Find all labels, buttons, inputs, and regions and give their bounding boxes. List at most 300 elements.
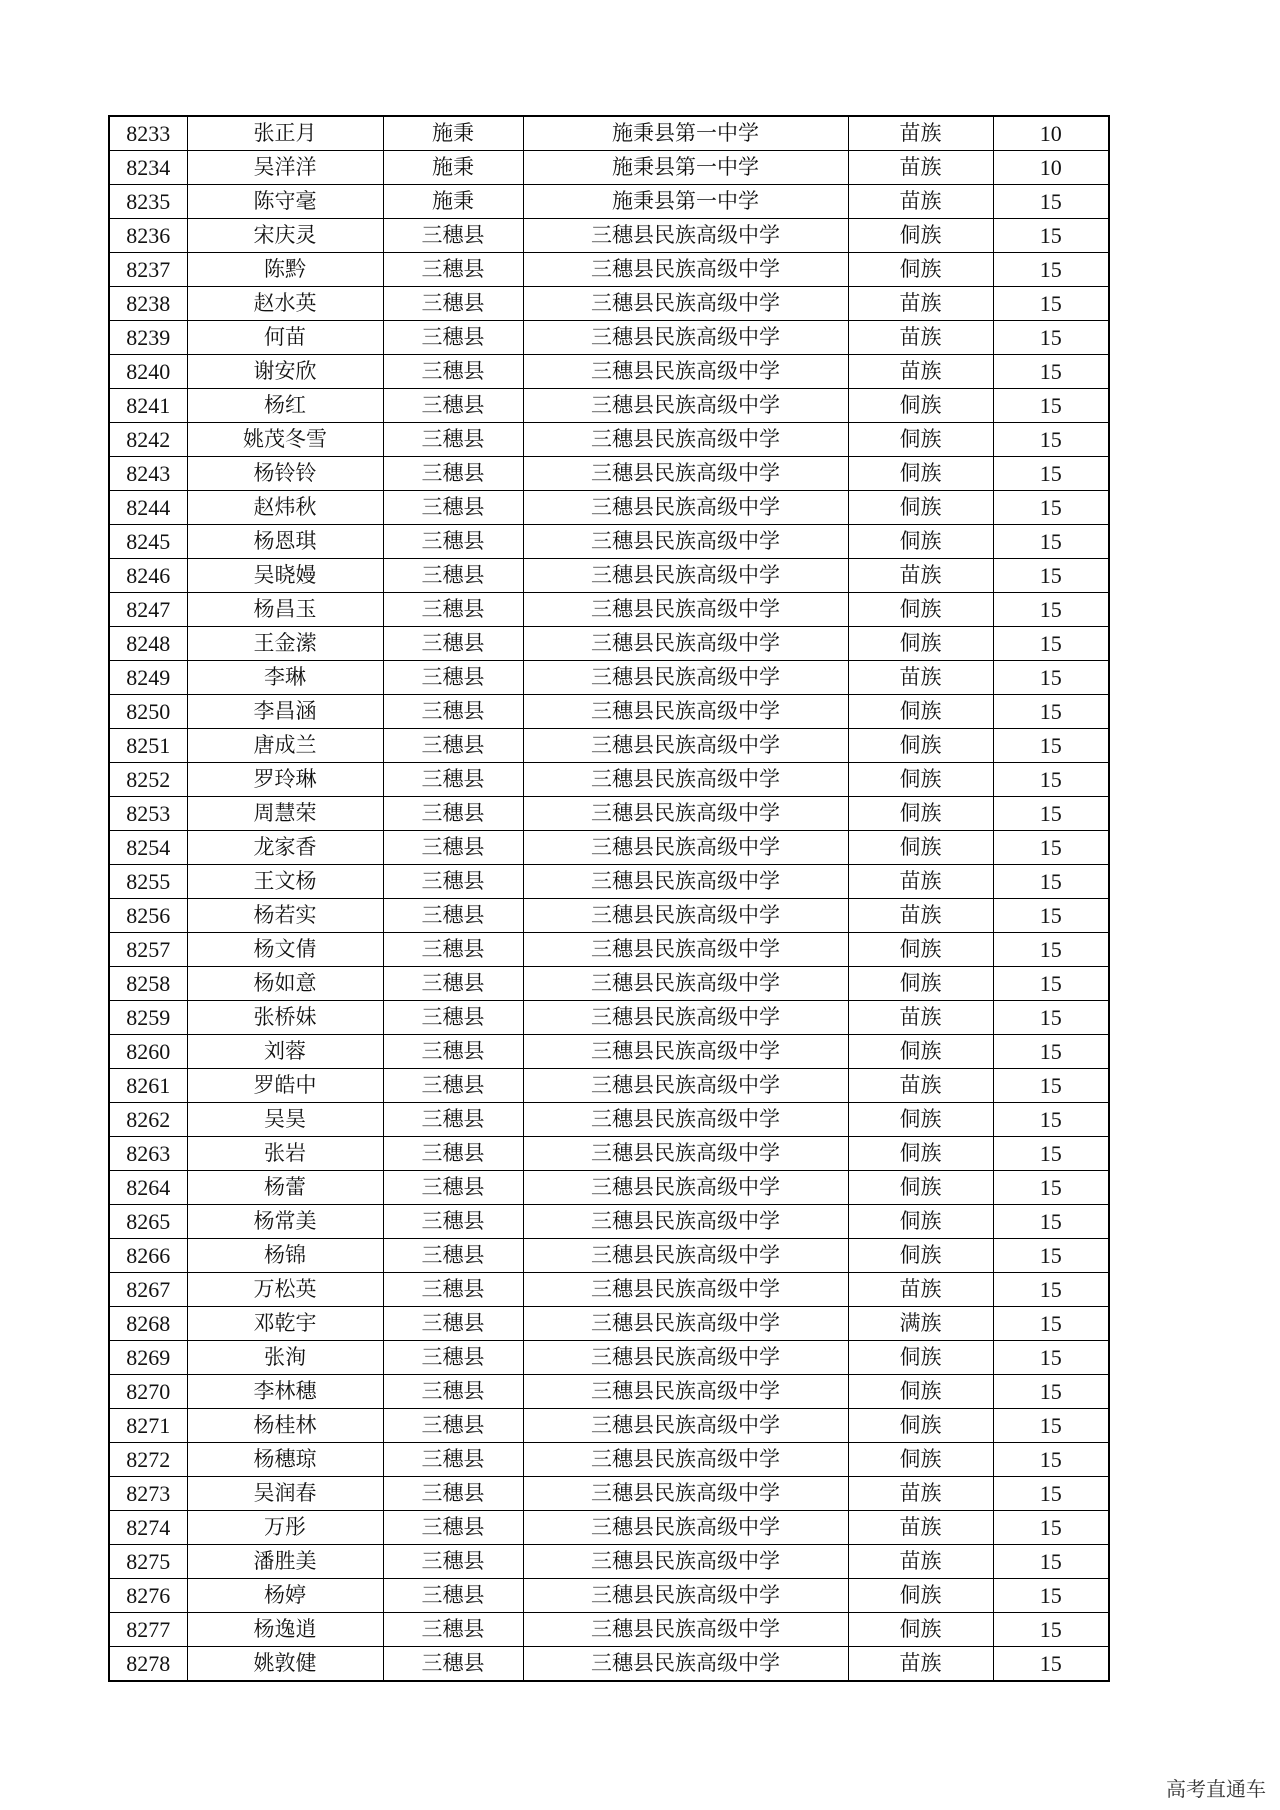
points-cell: 15 [993, 967, 1109, 1001]
school-cell: 三穗县民族高级中学 [523, 1545, 848, 1579]
ethnicity-cell: 侗族 [848, 1171, 993, 1205]
school-cell: 三穗县民族高级中学 [523, 559, 848, 593]
school-cell: 三穗县民族高级中学 [523, 1477, 848, 1511]
points-cell: 15 [993, 253, 1109, 287]
school-cell: 三穗县民族高级中学 [523, 797, 848, 831]
name-cell: 罗玲琳 [187, 763, 383, 797]
points-cell: 15 [993, 1001, 1109, 1035]
name-cell: 潘胜美 [187, 1545, 383, 1579]
school-cell: 三穗县民族高级中学 [523, 933, 848, 967]
ethnicity-cell: 苗族 [848, 1069, 993, 1103]
table-row [109, 933, 1109, 967]
name-cell: 李琳 [187, 661, 383, 695]
county-cell: 三穗县 [383, 1511, 523, 1545]
school-cell: 三穗县民族高级中学 [523, 1001, 848, 1035]
county-cell: 三穗县 [383, 831, 523, 865]
school-cell: 三穗县民族高级中学 [523, 695, 848, 729]
row-number-cell: 8250 [109, 695, 187, 729]
school-cell: 三穗县民族高级中学 [523, 423, 848, 457]
ethnicity-cell: 苗族 [848, 1477, 993, 1511]
ethnicity-cell: 侗族 [848, 627, 993, 661]
table-row [109, 116, 1109, 151]
row-number-cell: 8245 [109, 525, 187, 559]
county-cell: 三穗县 [383, 1035, 523, 1069]
points-cell: 15 [993, 695, 1109, 729]
school-cell: 三穗县民族高级中学 [523, 491, 848, 525]
points-cell: 15 [993, 627, 1109, 661]
table-row [109, 1137, 1109, 1171]
school-cell: 施秉县第一中学 [523, 151, 848, 185]
school-cell: 三穗县民族高级中学 [523, 729, 848, 763]
name-cell: 杨逸逍 [187, 1613, 383, 1647]
points-cell: 15 [993, 1171, 1109, 1205]
table-row [109, 321, 1109, 355]
name-cell: 赵炜秋 [187, 491, 383, 525]
ethnicity-cell: 侗族 [848, 1409, 993, 1443]
ethnicity-cell: 侗族 [848, 253, 993, 287]
points-cell: 15 [993, 831, 1109, 865]
points-cell: 15 [993, 899, 1109, 933]
school-cell: 三穗县民族高级中学 [523, 321, 848, 355]
row-number-cell: 8236 [109, 219, 187, 253]
ethnicity-cell: 侗族 [848, 831, 993, 865]
ethnicity-cell: 苗族 [848, 1001, 993, 1035]
ethnicity-cell: 苗族 [848, 116, 993, 151]
school-cell: 三穗县民族高级中学 [523, 831, 848, 865]
county-cell: 三穗县 [383, 729, 523, 763]
ethnicity-cell: 苗族 [848, 661, 993, 695]
name-cell: 姚茂冬雪 [187, 423, 383, 457]
county-cell: 三穗县 [383, 253, 523, 287]
row-number-cell: 8243 [109, 457, 187, 491]
table-row [109, 1579, 1109, 1613]
row-number-cell: 8252 [109, 763, 187, 797]
school-cell: 三穗县民族高级中学 [523, 967, 848, 1001]
county-cell: 三穗县 [383, 933, 523, 967]
points-cell: 15 [993, 1239, 1109, 1273]
table-row [109, 423, 1109, 457]
county-cell: 三穗县 [383, 661, 523, 695]
table-row [109, 287, 1109, 321]
points-cell: 15 [993, 933, 1109, 967]
name-cell: 杨若实 [187, 899, 383, 933]
county-cell: 三穗县 [383, 1477, 523, 1511]
points-cell: 15 [993, 525, 1109, 559]
points-cell: 15 [993, 1647, 1109, 1682]
county-cell: 三穗县 [383, 1647, 523, 1682]
name-cell: 李林穗 [187, 1375, 383, 1409]
row-number-cell: 8271 [109, 1409, 187, 1443]
ethnicity-cell: 侗族 [848, 593, 993, 627]
county-cell: 三穗县 [383, 1103, 523, 1137]
school-cell: 三穗县民族高级中学 [523, 763, 848, 797]
points-cell: 15 [993, 763, 1109, 797]
county-cell: 三穗县 [383, 355, 523, 389]
row-number-cell: 8267 [109, 1273, 187, 1307]
ethnicity-cell: 苗族 [848, 865, 993, 899]
name-cell: 杨铃铃 [187, 457, 383, 491]
points-cell: 15 [993, 797, 1109, 831]
school-cell: 三穗县民族高级中学 [523, 865, 848, 899]
ethnicity-cell: 侗族 [848, 729, 993, 763]
table-row [109, 1409, 1109, 1443]
row-number-cell: 8241 [109, 389, 187, 423]
school-cell: 三穗县民族高级中学 [523, 899, 848, 933]
row-number-cell: 8275 [109, 1545, 187, 1579]
watermark-text: 高考直通车 [1166, 1777, 1266, 1801]
row-number-cell: 8242 [109, 423, 187, 457]
points-cell: 15 [993, 593, 1109, 627]
county-cell: 三穗县 [383, 321, 523, 355]
name-cell: 宋庆灵 [187, 219, 383, 253]
points-cell: 15 [993, 1307, 1109, 1341]
row-number-cell: 8259 [109, 1001, 187, 1035]
name-cell: 王文杨 [187, 865, 383, 899]
table-body [109, 116, 1109, 1681]
county-cell: 三穗县 [383, 559, 523, 593]
ethnicity-cell: 侗族 [848, 1579, 993, 1613]
table-row [109, 967, 1109, 1001]
county-cell: 三穗县 [383, 763, 523, 797]
row-number-cell: 8270 [109, 1375, 187, 1409]
row-number-cell: 8251 [109, 729, 187, 763]
table-row [109, 389, 1109, 423]
points-cell: 15 [993, 389, 1109, 423]
name-cell: 张洵 [187, 1341, 383, 1375]
row-number-cell: 8239 [109, 321, 187, 355]
table-row [109, 1341, 1109, 1375]
county-cell: 三穗县 [383, 1545, 523, 1579]
ethnicity-cell: 苗族 [848, 899, 993, 933]
points-cell: 15 [993, 865, 1109, 899]
table-row [109, 1375, 1109, 1409]
school-cell: 三穗县民族高级中学 [523, 1613, 848, 1647]
ethnicity-cell: 侗族 [848, 491, 993, 525]
school-cell: 三穗县民族高级中学 [523, 1103, 848, 1137]
ethnicity-cell: 侗族 [848, 1103, 993, 1137]
row-number-cell: 8256 [109, 899, 187, 933]
school-cell: 三穗县民族高级中学 [523, 1375, 848, 1409]
county-cell: 三穗县 [383, 797, 523, 831]
name-cell: 杨蕾 [187, 1171, 383, 1205]
county-cell: 三穗县 [383, 1205, 523, 1239]
name-cell: 龙家香 [187, 831, 383, 865]
name-cell: 杨文倩 [187, 933, 383, 967]
row-number-cell: 8274 [109, 1511, 187, 1545]
table-row [109, 627, 1109, 661]
name-cell: 邓乾宇 [187, 1307, 383, 1341]
ethnicity-cell: 侗族 [848, 763, 993, 797]
name-cell: 杨锦 [187, 1239, 383, 1273]
table-row [109, 1545, 1109, 1579]
ethnicity-cell: 侗族 [848, 695, 993, 729]
school-cell: 三穗县民族高级中学 [523, 661, 848, 695]
row-number-cell: 8248 [109, 627, 187, 661]
name-cell: 杨穗琼 [187, 1443, 383, 1477]
ethnicity-cell: 侗族 [848, 967, 993, 1001]
table-row [109, 1205, 1109, 1239]
row-number-cell: 8276 [109, 1579, 187, 1613]
row-number-cell: 8260 [109, 1035, 187, 1069]
table-row [109, 1443, 1109, 1477]
school-cell: 三穗县民族高级中学 [523, 457, 848, 491]
county-cell: 三穗县 [383, 287, 523, 321]
row-number-cell: 8258 [109, 967, 187, 1001]
table-row [109, 1035, 1109, 1069]
ethnicity-cell: 侗族 [848, 933, 993, 967]
table-row [109, 1171, 1109, 1205]
name-cell: 张桥妹 [187, 1001, 383, 1035]
row-number-cell: 8264 [109, 1171, 187, 1205]
points-cell: 15 [993, 491, 1109, 525]
name-cell: 杨桂林 [187, 1409, 383, 1443]
name-cell: 杨常美 [187, 1205, 383, 1239]
table-row [109, 525, 1109, 559]
ethnicity-cell: 侗族 [848, 1341, 993, 1375]
points-cell: 10 [993, 116, 1109, 151]
table-row [109, 185, 1109, 219]
school-cell: 三穗县民族高级中学 [523, 1409, 848, 1443]
ethnicity-cell: 侗族 [848, 1205, 993, 1239]
row-number-cell: 8247 [109, 593, 187, 627]
school-cell: 三穗县民族高级中学 [523, 1069, 848, 1103]
points-cell: 15 [993, 559, 1109, 593]
row-number-cell: 8254 [109, 831, 187, 865]
name-cell: 李昌涵 [187, 695, 383, 729]
row-number-cell: 8278 [109, 1647, 187, 1682]
points-cell: 15 [993, 1545, 1109, 1579]
points-cell: 15 [993, 1137, 1109, 1171]
ethnicity-cell: 苗族 [848, 1511, 993, 1545]
row-number-cell: 8262 [109, 1103, 187, 1137]
ethnicity-cell: 苗族 [848, 321, 993, 355]
row-number-cell: 8238 [109, 287, 187, 321]
name-cell: 何苗 [187, 321, 383, 355]
ethnicity-cell: 侗族 [848, 457, 993, 491]
row-number-cell: 8273 [109, 1477, 187, 1511]
school-cell: 三穗县民族高级中学 [523, 1171, 848, 1205]
school-cell: 三穗县民族高级中学 [523, 253, 848, 287]
ethnicity-cell: 侗族 [848, 389, 993, 423]
school-cell: 三穗县民族高级中学 [523, 219, 848, 253]
row-number-cell: 8265 [109, 1205, 187, 1239]
points-cell: 15 [993, 1341, 1109, 1375]
table-row [109, 1103, 1109, 1137]
points-cell: 15 [993, 661, 1109, 695]
county-cell: 三穗县 [383, 457, 523, 491]
table-row [109, 1239, 1109, 1273]
ethnicity-cell: 苗族 [848, 151, 993, 185]
table-row [109, 151, 1109, 185]
table-row [109, 457, 1109, 491]
ethnicity-cell: 侗族 [848, 1035, 993, 1069]
school-cell: 三穗县民族高级中学 [523, 1137, 848, 1171]
points-cell: 15 [993, 1579, 1109, 1613]
ethnicity-cell: 侗族 [848, 1443, 993, 1477]
ethnicity-cell: 满族 [848, 1307, 993, 1341]
row-number-cell: 8255 [109, 865, 187, 899]
ethnicity-cell: 侗族 [848, 1613, 993, 1647]
county-cell: 施秉 [383, 151, 523, 185]
row-number-cell: 8233 [109, 116, 187, 151]
points-cell: 15 [993, 1511, 1109, 1545]
table-row [109, 1273, 1109, 1307]
school-cell: 三穗县民族高级中学 [523, 1307, 848, 1341]
table-row [109, 1647, 1109, 1682]
county-cell: 三穗县 [383, 1137, 523, 1171]
points-cell: 15 [993, 423, 1109, 457]
table-row [109, 899, 1109, 933]
row-number-cell: 8266 [109, 1239, 187, 1273]
county-cell: 三穗县 [383, 1239, 523, 1273]
name-cell: 吴晓嫚 [187, 559, 383, 593]
name-cell: 张正月 [187, 116, 383, 151]
name-cell: 刘蓉 [187, 1035, 383, 1069]
table-row [109, 1511, 1109, 1545]
county-cell: 三穗县 [383, 899, 523, 933]
name-cell: 罗皓中 [187, 1069, 383, 1103]
ethnicity-cell: 侗族 [848, 219, 993, 253]
name-cell: 陈守毫 [187, 185, 383, 219]
county-cell: 三穗县 [383, 1613, 523, 1647]
table-row [109, 219, 1109, 253]
table-row [109, 661, 1109, 695]
points-cell: 15 [993, 185, 1109, 219]
school-cell: 三穗县民族高级中学 [523, 627, 848, 661]
name-cell: 杨红 [187, 389, 383, 423]
table-row [109, 1001, 1109, 1035]
county-cell: 三穗县 [383, 593, 523, 627]
county-cell: 三穗县 [383, 1579, 523, 1613]
points-cell: 15 [993, 1035, 1109, 1069]
row-number-cell: 8253 [109, 797, 187, 831]
school-cell: 三穗县民族高级中学 [523, 389, 848, 423]
school-cell: 三穗县民族高级中学 [523, 1443, 848, 1477]
county-cell: 施秉 [383, 116, 523, 151]
county-cell: 三穗县 [383, 1273, 523, 1307]
county-cell: 三穗县 [383, 423, 523, 457]
ethnicity-cell: 苗族 [848, 287, 993, 321]
name-cell: 赵水英 [187, 287, 383, 321]
school-cell: 三穗县民族高级中学 [523, 1273, 848, 1307]
name-cell: 万松英 [187, 1273, 383, 1307]
school-cell: 施秉县第一中学 [523, 185, 848, 219]
county-cell: 三穗县 [383, 389, 523, 423]
ethnicity-cell: 侗族 [848, 1239, 993, 1273]
school-cell: 三穗县民族高级中学 [523, 1035, 848, 1069]
school-cell: 三穗县民族高级中学 [523, 1239, 848, 1273]
row-number-cell: 8237 [109, 253, 187, 287]
row-number-cell: 8234 [109, 151, 187, 185]
table-row [109, 1477, 1109, 1511]
name-cell: 吴洋洋 [187, 151, 383, 185]
county-cell: 三穗县 [383, 1443, 523, 1477]
table-row [109, 1069, 1109, 1103]
name-cell: 唐成兰 [187, 729, 383, 763]
table-row [109, 355, 1109, 389]
points-cell: 15 [993, 1103, 1109, 1137]
points-cell: 15 [993, 1273, 1109, 1307]
points-cell: 15 [993, 729, 1109, 763]
county-cell: 三穗县 [383, 491, 523, 525]
ethnicity-cell: 侗族 [848, 797, 993, 831]
table-row [109, 253, 1109, 287]
table-row [109, 1613, 1109, 1647]
name-cell: 杨如意 [187, 967, 383, 1001]
ethnicity-cell: 侗族 [848, 525, 993, 559]
points-cell: 15 [993, 1613, 1109, 1647]
points-cell: 15 [993, 1069, 1109, 1103]
school-cell: 三穗县民族高级中学 [523, 355, 848, 389]
ethnicity-cell: 苗族 [848, 355, 993, 389]
table-row [109, 593, 1109, 627]
school-cell: 三穗县民族高级中学 [523, 1579, 848, 1613]
school-cell: 三穗县民族高级中学 [523, 1341, 848, 1375]
name-cell: 周慧荣 [187, 797, 383, 831]
ethnicity-cell: 苗族 [848, 1647, 993, 1682]
school-cell: 施秉县第一中学 [523, 116, 848, 151]
points-cell: 15 [993, 219, 1109, 253]
points-cell: 15 [993, 355, 1109, 389]
row-number-cell: 8277 [109, 1613, 187, 1647]
table-row [109, 797, 1109, 831]
name-cell: 吴润春 [187, 1477, 383, 1511]
row-number-cell: 8268 [109, 1307, 187, 1341]
school-cell: 三穗县民族高级中学 [523, 1205, 848, 1239]
points-cell: 15 [993, 321, 1109, 355]
row-number-cell: 8257 [109, 933, 187, 967]
school-cell: 三穗县民族高级中学 [523, 593, 848, 627]
name-cell: 姚敦健 [187, 1647, 383, 1682]
row-number-cell: 8244 [109, 491, 187, 525]
county-cell: 三穗县 [383, 627, 523, 661]
school-cell: 三穗县民族高级中学 [523, 287, 848, 321]
ethnicity-cell: 侗族 [848, 1137, 993, 1171]
ethnicity-cell: 苗族 [848, 559, 993, 593]
row-number-cell: 8246 [109, 559, 187, 593]
points-cell: 15 [993, 1375, 1109, 1409]
row-number-cell: 8249 [109, 661, 187, 695]
points-cell: 15 [993, 1477, 1109, 1511]
points-cell: 15 [993, 1409, 1109, 1443]
name-cell: 万彤 [187, 1511, 383, 1545]
county-cell: 三穗县 [383, 967, 523, 1001]
name-cell: 王金潆 [187, 627, 383, 661]
name-cell: 陈黔 [187, 253, 383, 287]
table-row [109, 831, 1109, 865]
county-cell: 三穗县 [383, 1001, 523, 1035]
row-number-cell: 8240 [109, 355, 187, 389]
school-cell: 三穗县民族高级中学 [523, 525, 848, 559]
county-cell: 三穗县 [383, 1341, 523, 1375]
school-cell: 三穗县民族高级中学 [523, 1511, 848, 1545]
name-cell: 杨恩琪 [187, 525, 383, 559]
county-cell: 三穗县 [383, 1375, 523, 1409]
name-cell: 杨婷 [187, 1579, 383, 1613]
county-cell: 三穗县 [383, 1307, 523, 1341]
school-cell: 三穗县民族高级中学 [523, 1647, 848, 1682]
points-cell: 15 [993, 457, 1109, 491]
points-cell: 10 [993, 151, 1109, 185]
row-number-cell: 8272 [109, 1443, 187, 1477]
county-cell: 三穗县 [383, 695, 523, 729]
points-cell: 15 [993, 287, 1109, 321]
row-number-cell: 8269 [109, 1341, 187, 1375]
county-cell: 三穗县 [383, 1069, 523, 1103]
row-number-cell: 8261 [109, 1069, 187, 1103]
ethnicity-cell: 侗族 [848, 1375, 993, 1409]
name-cell: 张岩 [187, 1137, 383, 1171]
